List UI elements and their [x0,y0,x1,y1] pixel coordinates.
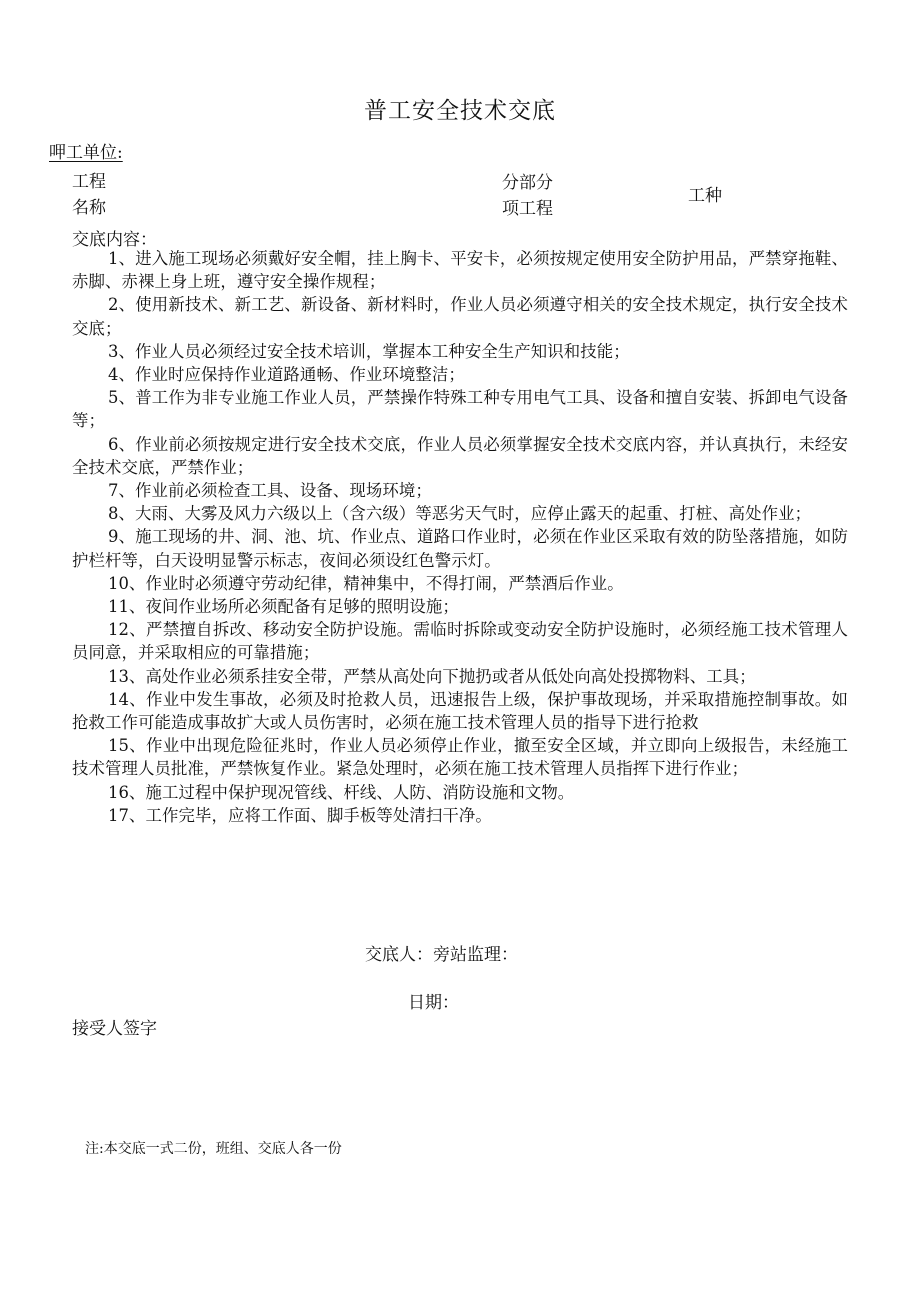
list-item: 16、施工过程中保护现况管线、杆线、人防、消防设施和文物。 [108,782,575,802]
receiver-signature-label: 接受人签字 [72,1019,157,1039]
project-name-field [72,169,106,221]
list-item: 4、作业时应保持作业道路通畅、作业环境整洁； [108,365,465,385]
handover-signature-label: 交底人：旁站监理： [365,945,518,965]
page-title: 普工安全技术交底 [364,98,556,124]
list-item: 5、普工作为非专业施工作业人员，严禁操作特殊工种专用电气工具、设备和擅自安装、拆卸电气设备等； [72,388,848,431]
safety-items-list [72,247,848,827]
list-item: 2、使用新技术、新工艺、新设备、新材料时，作业人员必须遵守相关的安全技术规定，执行安全技术交底； [72,295,848,338]
list-item: 3、作业人员必须经过安全技术培训，掌握本工种安全生产知识和技能； [108,341,630,361]
project-name-label-line2: 名称 [72,198,106,218]
list-item: 10、作业时必须遵守劳动纪律，精神集中，不得打闹，严禁酒后作业。 [108,573,624,593]
list-item: 8、大雨、大雾及风力六级以上（含六级）等恶劣天气时，应停止露天的起重、打桩、高处作业； [108,504,812,524]
list-item: 13、高处作业必须系挂安全带，严禁从高处向下抛扔或者从低处向高处投掷物料、工具； [108,666,756,686]
list-item: 1、进入施工现场必须戴好安全帽，挂上胸卡、平安卡，必须按规定使用安全防护用品，严禁穿拖鞋、赤脚、赤裸上身上班，遵守安全操作规程； [72,249,848,292]
list-item: 12、严禁擅自拆改、移动安全防护设施。需临时拆除或变动安全防护设施时，必须经施工技术管理人员同意，并采取相应的可靠措施； [72,620,848,663]
list-item: 15、作业中出现危险征兆时，作业人员必须停止作业，撤至安全区域，并立即向上级报告，未经施工技术管理人员批准，严禁恢复作业。紧急处理时，必须在施工技术管理人员指挥下进行作业； [72,736,848,779]
list-item: 17、工作完毕，应将工作面、脚手板等处清扫干净。 [108,805,492,825]
construction-unit-label: 呷工单位: [49,143,123,163]
footnote: 注:本交底一式二份，班组、交底人各一份 [85,1141,342,1157]
sub-project-label-line1: 分部分 [502,173,553,193]
content-label: 交底内容： [72,230,157,250]
list-item: 7、作业前必须检查工具、设备、现场环境； [108,481,432,501]
date-label: 日期： [408,993,459,1013]
list-item: 14、作业中发生事故，必须及时抢救人员，迅速报告上级，保护事故现场，并采取措施控制事故。如抢救工作可能造成事故扩大或人员伤害时，必须在施工技术管理人员的指导下进行抢救 [72,689,848,733]
trade-field: 工种 [688,186,722,206]
list-item: 6、作业前必须按规定进行安全技术交底，作业人员必须掌握安全技术交底内容，并认真执行，未经安全技术交底，严禁作业； [72,434,848,477]
project-name-label-line1: 工程 [72,172,106,192]
list-item: 9、施工现场的井、洞、池、坑、作业点、道路口作业时，必须在作业区采取有效的防坠落措施，如防护栏杆等，白天设明显警示标志，夜间必须设红色警示灯。 [72,527,848,570]
list-item: 11、夜间作业场所必须配备有足够的照明设施； [108,597,459,617]
sub-project-field [502,170,553,222]
sub-project-label-line2: 项工程 [502,199,553,219]
